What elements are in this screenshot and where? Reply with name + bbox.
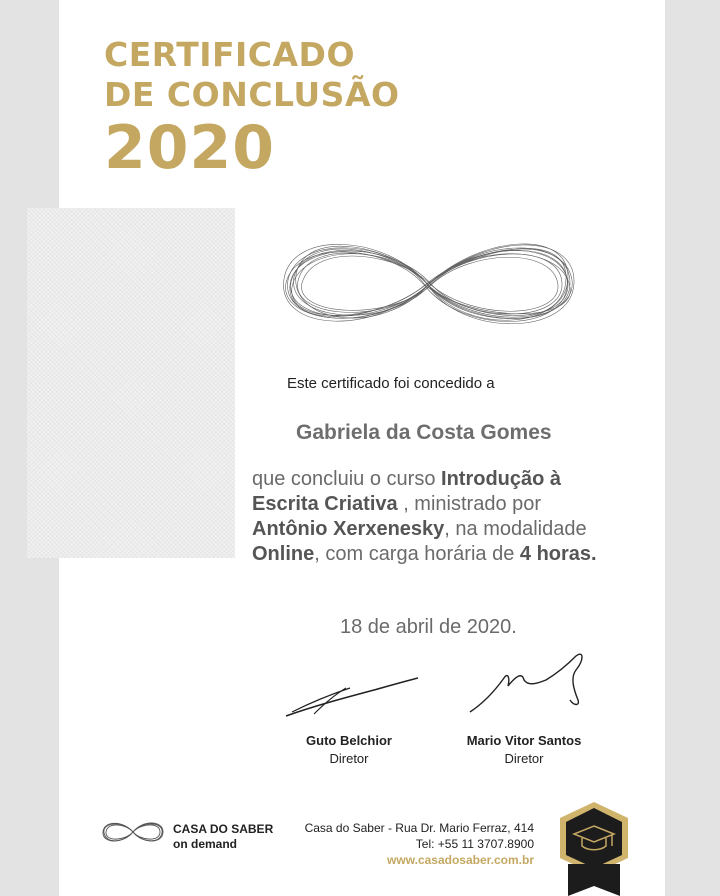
- course-hours: 4 horas.: [519, 543, 597, 565]
- logo-infinity-icon: [100, 816, 166, 848]
- logo-text: [173, 822, 273, 852]
- signature-image-1: [284, 672, 420, 720]
- decorative-pattern: [27, 208, 235, 558]
- footer-address-block: [300, 820, 534, 868]
- body-text-3: , na modalidade: [444, 518, 587, 540]
- certificate-body: [252, 467, 622, 567]
- badge-seal: [554, 800, 634, 896]
- course-name: Introdução à Escrita Criativa: [252, 468, 562, 515]
- certificate-intro: Este certificado foi concedido a: [287, 375, 495, 392]
- logo-line-2: on demand: [173, 837, 238, 851]
- logo-line-1: CASA DO SABER: [173, 822, 274, 836]
- infinity-icon: [278, 225, 578, 345]
- certificate-title: [104, 35, 400, 183]
- footer-address: Casa do Saber - Rua Dr. Mario Ferraz, 414: [304, 821, 534, 835]
- recipient-name: Gabriela da Costa Gomes: [296, 421, 552, 444]
- certificate-date: 18 de abril de 2020.: [340, 616, 517, 638]
- signature-role-2: Diretor: [504, 751, 544, 766]
- body-text-1: que concluiu o curso: [252, 468, 442, 490]
- footer-phone: Tel: +55 11 3707.8900: [415, 837, 534, 851]
- signature-image-2: [466, 648, 590, 716]
- modality: Online: [252, 543, 315, 565]
- title-year: 2020: [104, 113, 275, 183]
- signature-role-1: Diretor: [329, 751, 369, 766]
- footer-website: www.casadosaber.com.br: [387, 853, 534, 867]
- signature-name-2: Mario Vitor Santos: [466, 733, 582, 748]
- instructor-name: Antônio Xerxenesky: [252, 518, 445, 540]
- title-line-1: CERTIFICADO: [104, 35, 356, 74]
- title-line-2: DE CONCLUSÃO: [104, 75, 400, 114]
- body-text-2: , ministrado por: [397, 493, 542, 515]
- body-text-4: , com carga horária de: [314, 543, 520, 565]
- signature-name-1: Guto Belchior: [306, 733, 392, 748]
